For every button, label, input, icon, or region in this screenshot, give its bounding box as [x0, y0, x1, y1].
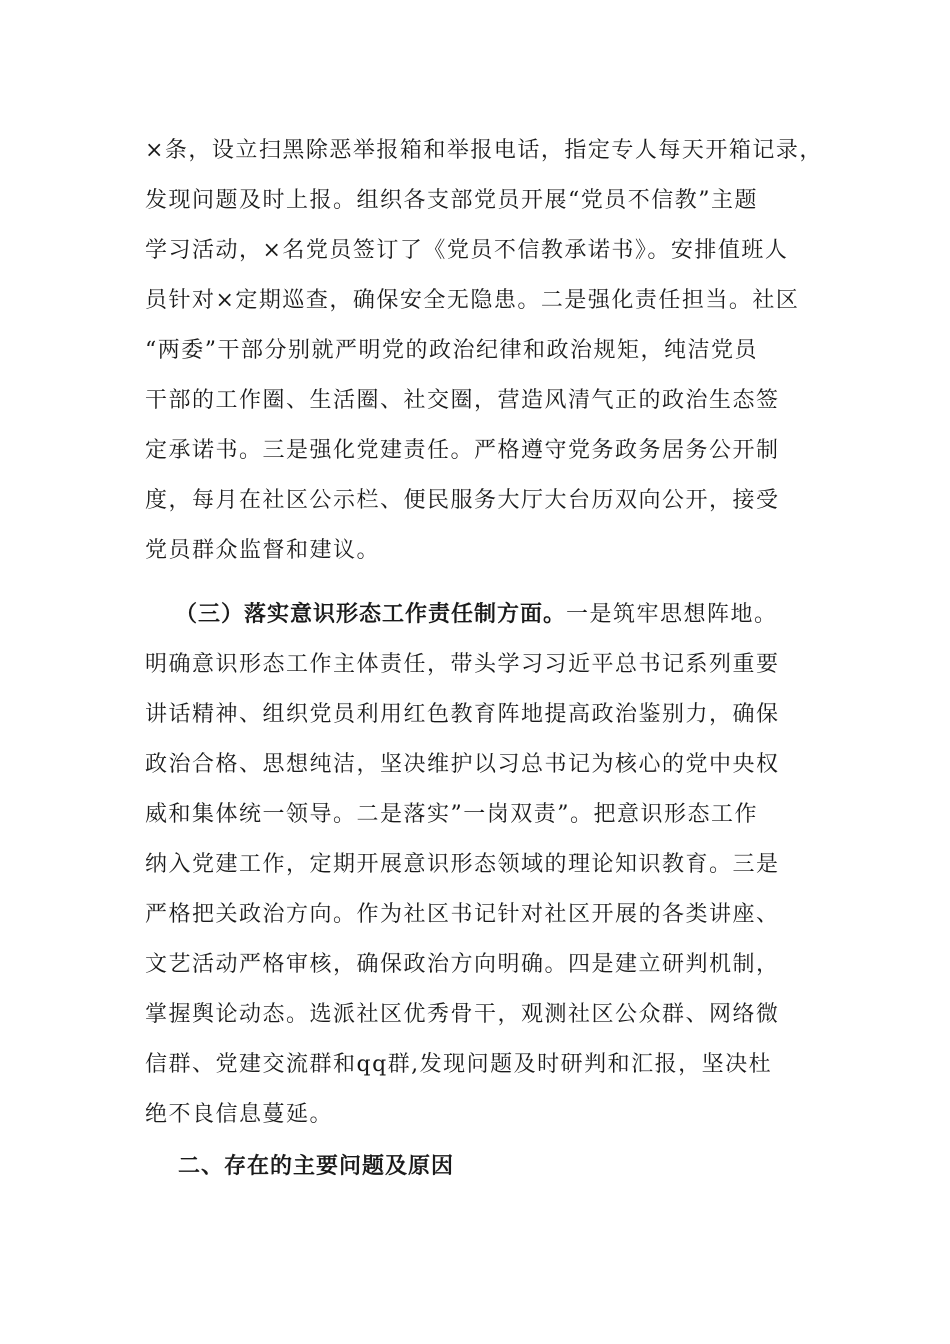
section-heading: 二、存在的主要问题及原因: [178, 1154, 455, 1179]
text-line: 纳入党建工作，定期开展意识形态领域的理论知识教育。三是: [145, 852, 780, 877]
text-line: 文艺活动严格审核，确保政治方向明确。四是建立研判机制，: [145, 952, 780, 977]
text-line: ×条，设立扫黑除恶举报箱和举报电话，指定专人每天开箱记录，: [145, 138, 823, 163]
text-line: 政治合格、思想纯洁，坚决维护以习总书记为核心的党中央权: [145, 752, 780, 777]
document-body: [145, 126, 825, 1140]
text-line: 员针对×定期巡查，确保安全无隐患。二是强化责任担当。社区: [145, 288, 800, 313]
paragraph-2: [145, 590, 825, 1140]
paragraph-lead-rest: 一是筑牢思想阵地。: [566, 602, 778, 627]
text-line: 学习活动，×名党员签订了《党员不信教承诺书》。安排值班人: [145, 238, 789, 263]
text-line: [175, 590, 825, 640]
text-line: 明确意识形态工作主体责任，带头学习习近平总书记系列重要: [145, 652, 780, 677]
text-line: 定承诺书。三是强化党建责任。严格遵守党务政务居务公开制: [145, 438, 780, 463]
text-line: 讲话精神、组织党员利用红色教育阵地提高政治鉴别力，确保: [145, 702, 780, 727]
paragraph-lead-heading: （三）落实意识形态工作责任制方面。: [175, 602, 567, 627]
text-line: 掌握舆论动态。选派社区优秀骨干，观测社区公众群、网络微: [145, 1002, 780, 1027]
text-line: 绝不良信息蔓延。: [145, 1102, 334, 1127]
text-line: 干部的工作圈、生活圈、社交圈，营造风清气正的政治生态签: [145, 388, 780, 413]
text-line: 党员群众监督和建议。: [145, 538, 381, 563]
text-line: “两委”干部分别就严明党的政治纪律和政治规矩，纯洁党员: [145, 338, 758, 363]
text-line: 发现问题及时上报。组织各支部党员开展“党员不信教”主题: [145, 188, 758, 213]
paragraph-spacer: [145, 576, 825, 590]
paragraph-1: [145, 126, 825, 576]
text-line: 威和集体统一领导。二是落实”一岗双责”。把意识形态工作: [145, 802, 758, 827]
text-line: 严格把关政治方向。作为社区书记针对社区开展的各类讲座、: [145, 902, 780, 927]
text-line: 度，每月在社区公示栏、便民服务大厅大台历双向公开，接受: [145, 488, 780, 513]
text-line: 信群、党建交流群和qq群,发现问题及时研判和汇报，坚决杜: [145, 1052, 773, 1077]
